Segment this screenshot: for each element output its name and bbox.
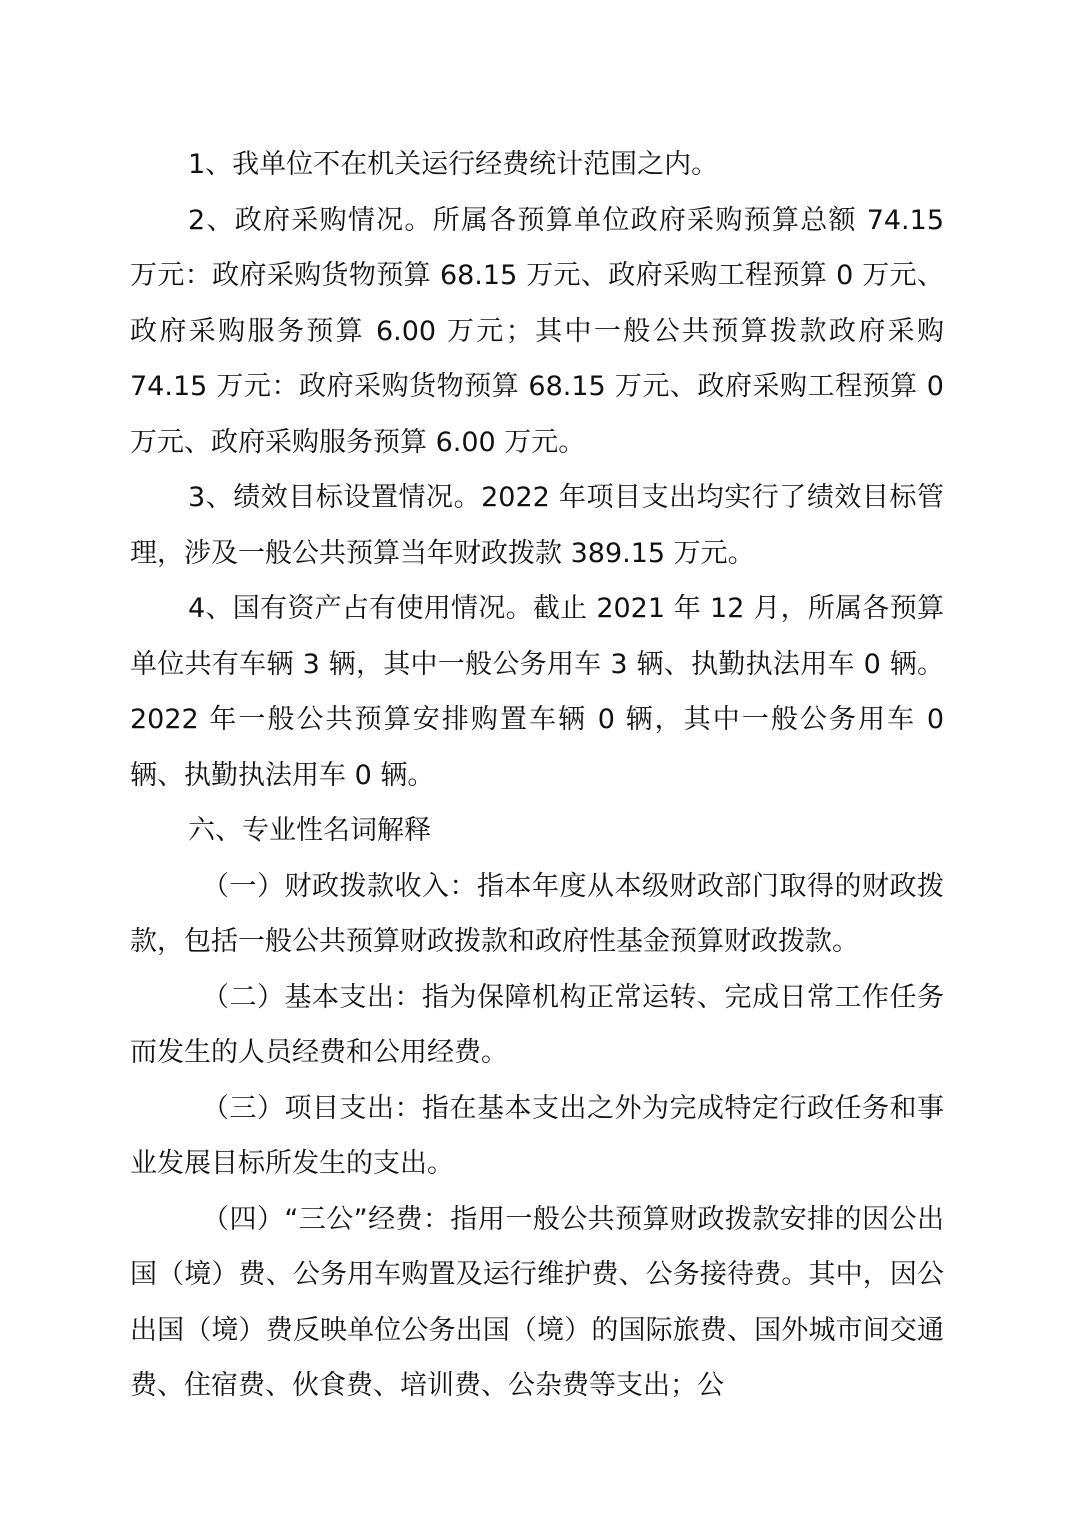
definition-basic-expenditure: （二）基本支出：指为保障机构正常运转、完成日常工作任务而发生的人员经费和公用经费。 bbox=[130, 981, 944, 1068]
paragraph-government-procurement: 2、政府采购情况。所属各预算单位政府采购预算总额 74.15 万元：政府采购货物预算 68.15 万元、政府采购工程预算 0 万元、政府采购服务预算 6.00 万元；其中一般公共预算拨款政府采购 74.15 万元：政府采购货物预算 68.15 万元、政府采购工程预算 0 万元、政府采购服务预算 6.00 万元。 bbox=[130, 204, 944, 458]
definition-three-public-expenses: （四）“三公”经费：指用一般公共预算财政拨款安排的因公出国（境）费、公务用车购置及运行维护费、公务接待费。其中，因公出国（境）费反映单位公务出国（境）的国际旅费、国外城市间交通费、住宿费、伙食费、培训费、公杂费等支出；公 bbox=[130, 1203, 944, 1401]
paragraph-performance-targets: 3、绩效目标设置情况。2022 年项目支出均实行了绩效目标管理，涉及一般公共预算当年财政拨款 389.15 万元。 bbox=[130, 482, 944, 569]
definition-fiscal-appropriation-income: （一）财政拨款收入：指本年度从本级财政部门取得的财政拨款，包括一般公共预算财政拨款和政府性基金预算财政拨款。 bbox=[130, 870, 944, 957]
definition-project-expenditure: （三）项目支出：指在基本支出之外为完成特定行政任务和事业发展目标所发生的支出。 bbox=[130, 1092, 944, 1179]
document-body bbox=[130, 137, 944, 1414]
paragraph-office-expenses: 1、我单位不在机关运行经费统计范围之内。 bbox=[188, 149, 719, 180]
paragraph-state-assets: 4、国有资产占有使用情况。截止 2021 年 12 月，所属各预算单位共有车辆 3 辆，其中一般公务用车 3 辆、执勤执法用车 0 辆。2022 年一般公共预算安排购置车辆 0 辆，其中一般公务用车 0 辆、执勤执法用车 0 辆。 bbox=[130, 593, 944, 791]
section-heading-glossary: 六、专业性名词解释 bbox=[188, 815, 431, 846]
